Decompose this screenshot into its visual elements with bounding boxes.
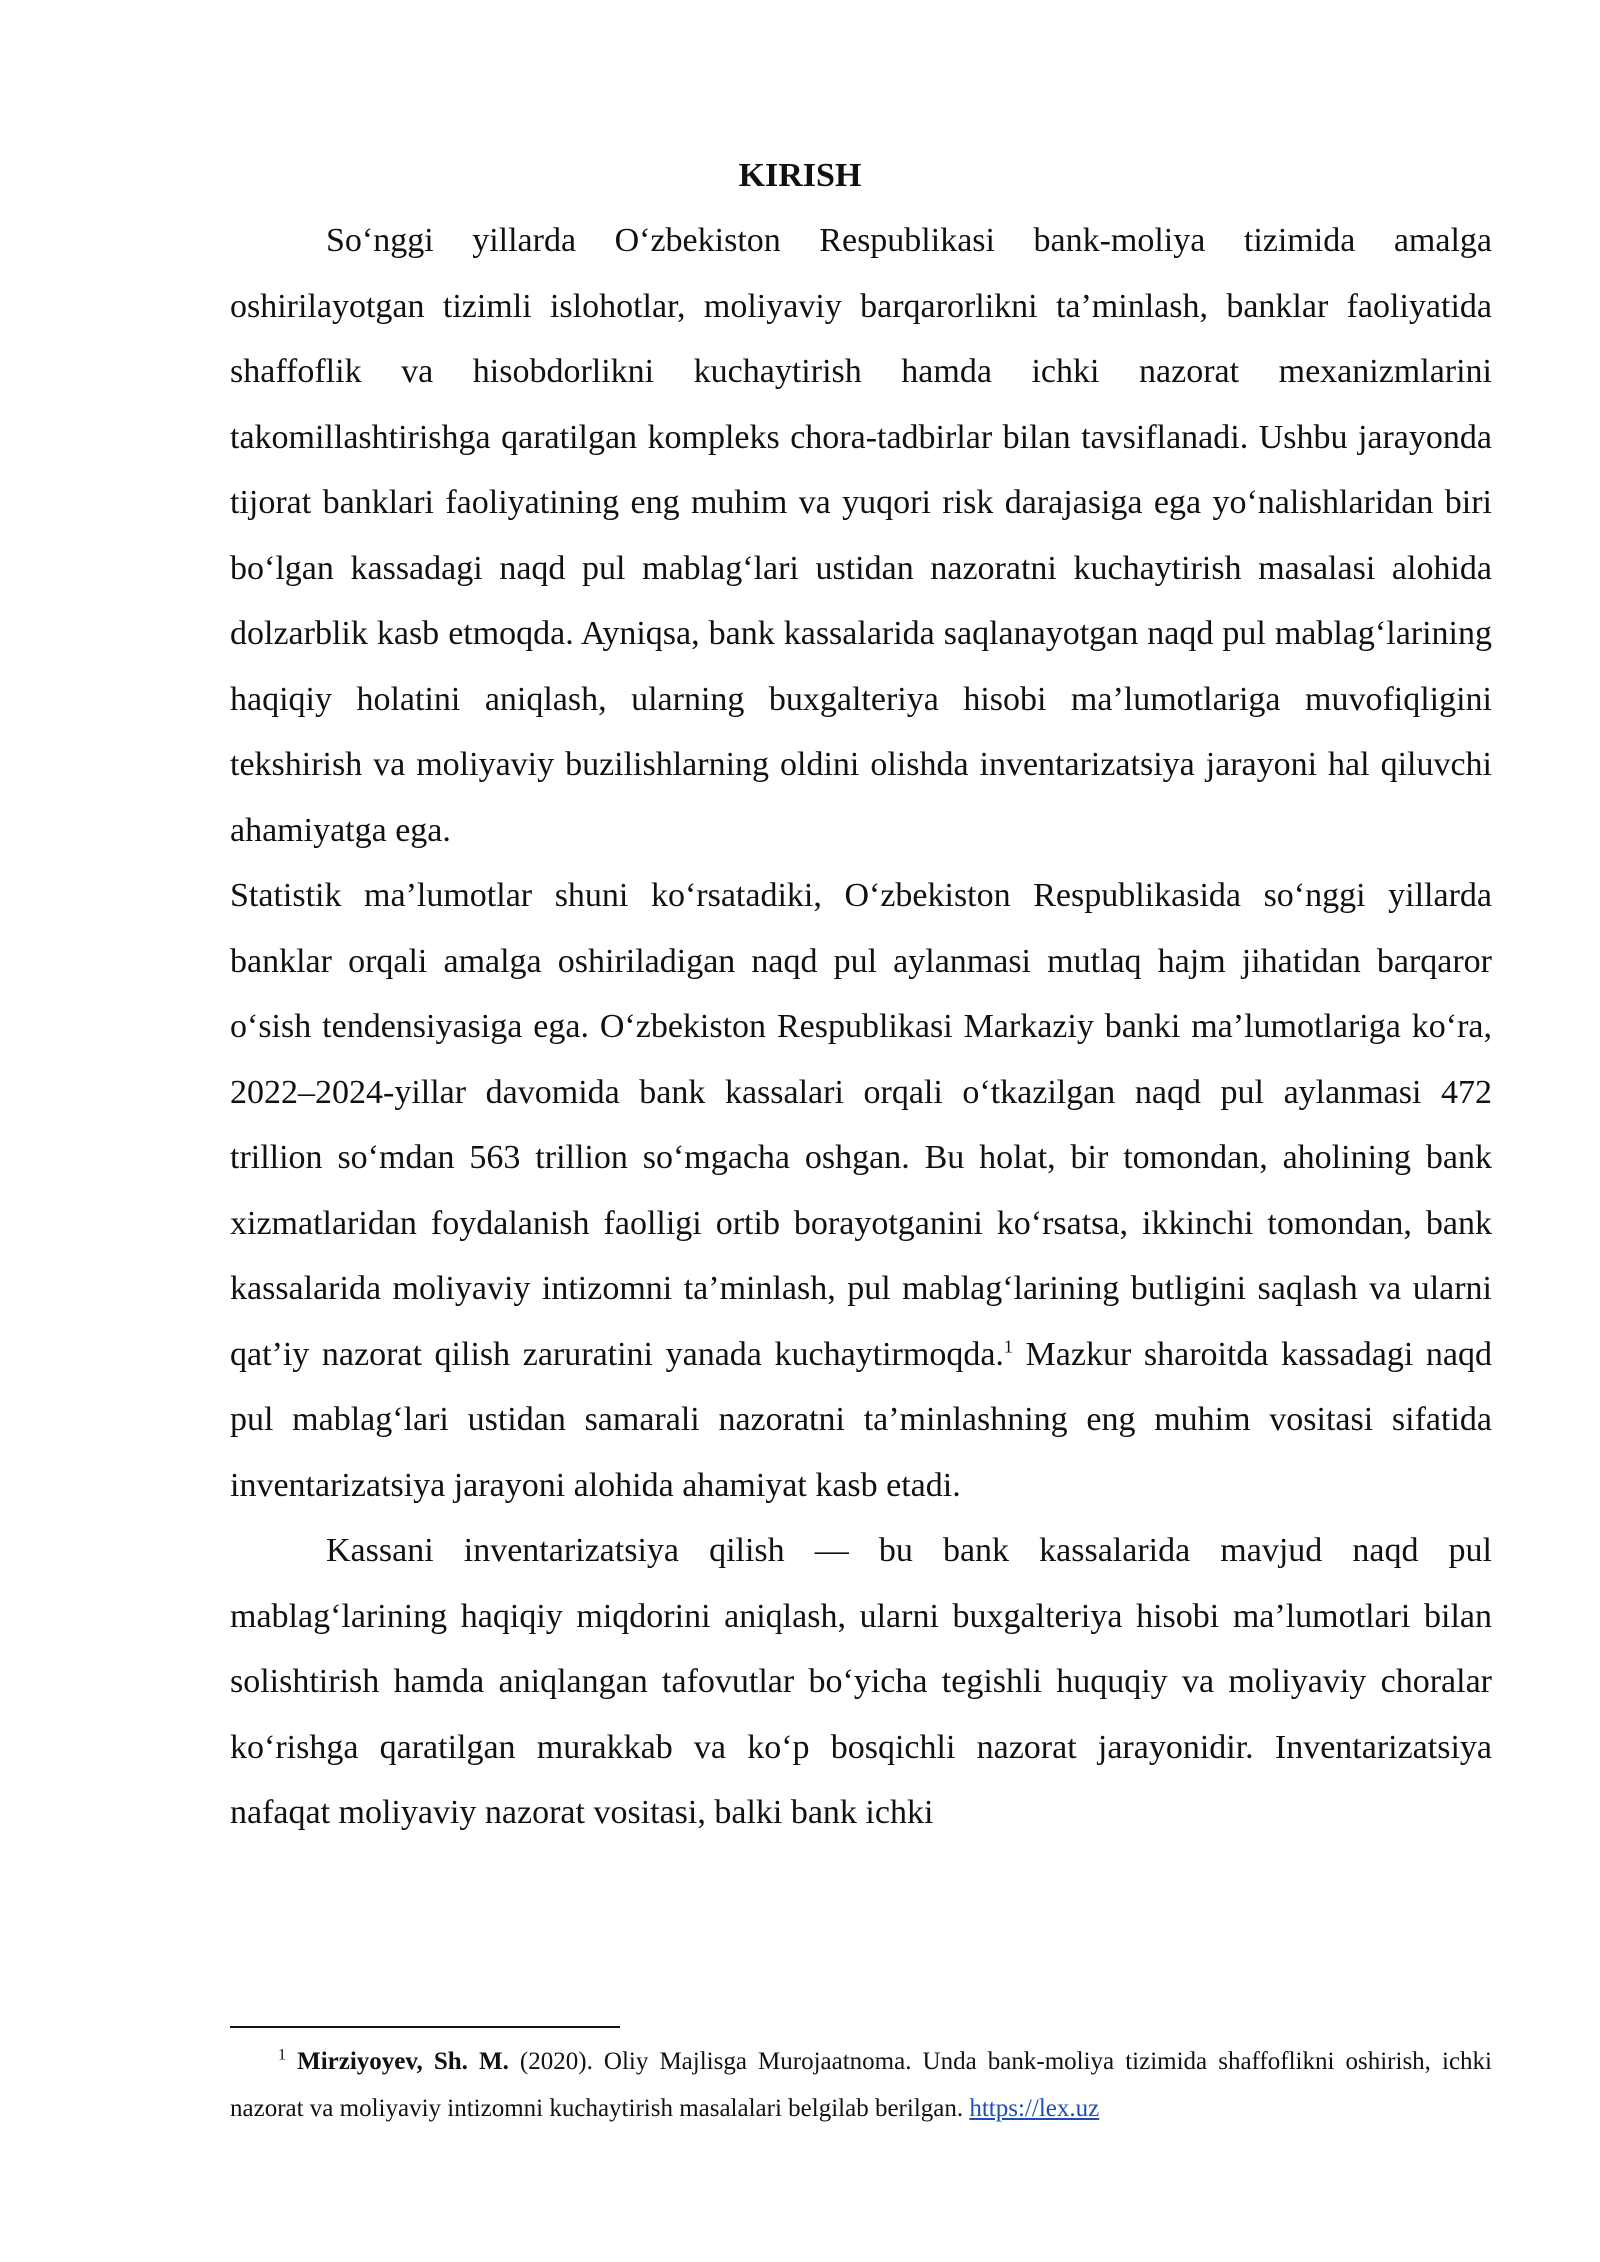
footnote bbox=[230, 2038, 1492, 2132]
paragraph-2-text-continued: Mazkur sharoitda kassadagi naqd pul mablag‘lari ustidan samarali nazoratni ta’minlashning eng muhim vositasi sifatida inventarizatsiya jarayoni alohida ahamiyat kasb etadi. bbox=[230, 1335, 1492, 1504]
paragraph-3: Kassani inventarizatsiya qilish — bu bank kassalarida mavjud naqd pul mablag‘larining haqiqiy miqdorini aniqlash, ularni buxgalteriya hisobi ma’lumotlari bilan solishtirish hamda aniqlangan tafovutlar bo‘yicha tegishli huquqiy va moliyaviy choralar ko‘rishga qaratilgan murakkab va ko‘p bosqichli nazorat jarayonidir. Inventarizatsiya nafaqat moliyaviy nazorat vositasi, balki bank ichki bbox=[230, 1532, 1492, 1831]
footnote-separator bbox=[230, 2026, 620, 2028]
page-title: KIRISH bbox=[738, 157, 862, 194]
footnote-reference[interactable]: 1 bbox=[1003, 1336, 1013, 1357]
footnote-link[interactable]: https://lex.uz bbox=[969, 2095, 1100, 2122]
paragraph-1: So‘nggi yillarda O‘zbekiston Respublikasi bank-moliya tizimida amalga oshirilayotgan tizimli islohotlar, moliyaviy barqarorlikni ta’minlash, banklar faoliyatida shaffoflik va hisobdorlikni kuchaytirish hamda ichki nazorat mexanizmlarini takomillashtirishga qaratilgan kompleks chora-tadbirlar bilan tavsiflanadi. Ushbu jarayonda tijorat banklari faoliyatining eng muhim va yuqori risk darajasiga ega yo‘nalishlaridan biri bo‘lgan kassadagi naqd pul mablag‘lari ustidan nazoratni kuchaytirish masalasi alohida dolzarblik kasb etmoqda. Ayniqsa, bank kassalarida saqlanayotgan naqd pul mablag‘larining haqiqiy holatini aniqlash, ularning buxgalteriya hisobi ma’lumotlariga muvofiqligini tekshirish va moliyaviy buzilishlarning oldini olishda inventarizatsiya jarayoni hal qiluvchi ahamiyatga ega. bbox=[230, 222, 1492, 849]
footnote-number: 1 bbox=[278, 2046, 286, 2064]
body-text bbox=[230, 208, 1492, 1846]
paragraph-2 bbox=[230, 863, 1492, 1518]
paragraph-2-text: Statistik ma’lumotlar shuni ko‘rsatadiki, O‘zbekiston Respublikasida so‘nggi yillarda banklar orqali amalga oshiriladigan naqd pul aylanmasi mutlaq hajm jihatidan barqaror o‘sish tendensiyasiga ega. O‘zbekiston Respublikasi Markaziy banki ma’lumotlariga ko‘ra, 2022–2024-yillar davomida bank kassalari orqali o‘tkazilgan naqd pul aylanmasi 472 trillion so‘mdan 563 trillion so‘mgacha oshgan. Bu holat, bir tomondan, aholining bank xizmatlaridan foydalanish faolligi ortib borayotganini ko‘rsatsa, ikkinchi tomondan, bank kassalarida moliyaviy intizomni ta’minlash, pul mablag‘larining butligini saqlash va ularni qat’iy nazorat qilish zaruratini yanada kuchaytirmoqda. bbox=[230, 877, 1492, 1373]
footnote-text: (2020). Oliy Majlisga Murojaatnoma. Unda bank-moliya tizimida shaffoflikni oshirish, ichki nazorat va moliyaviy intizomni kuchaytirish masalalari belgilab berilgan. bbox=[230, 2048, 1492, 2122]
footnote-author: Mirziyoyev, Sh. M. bbox=[297, 2048, 509, 2075]
